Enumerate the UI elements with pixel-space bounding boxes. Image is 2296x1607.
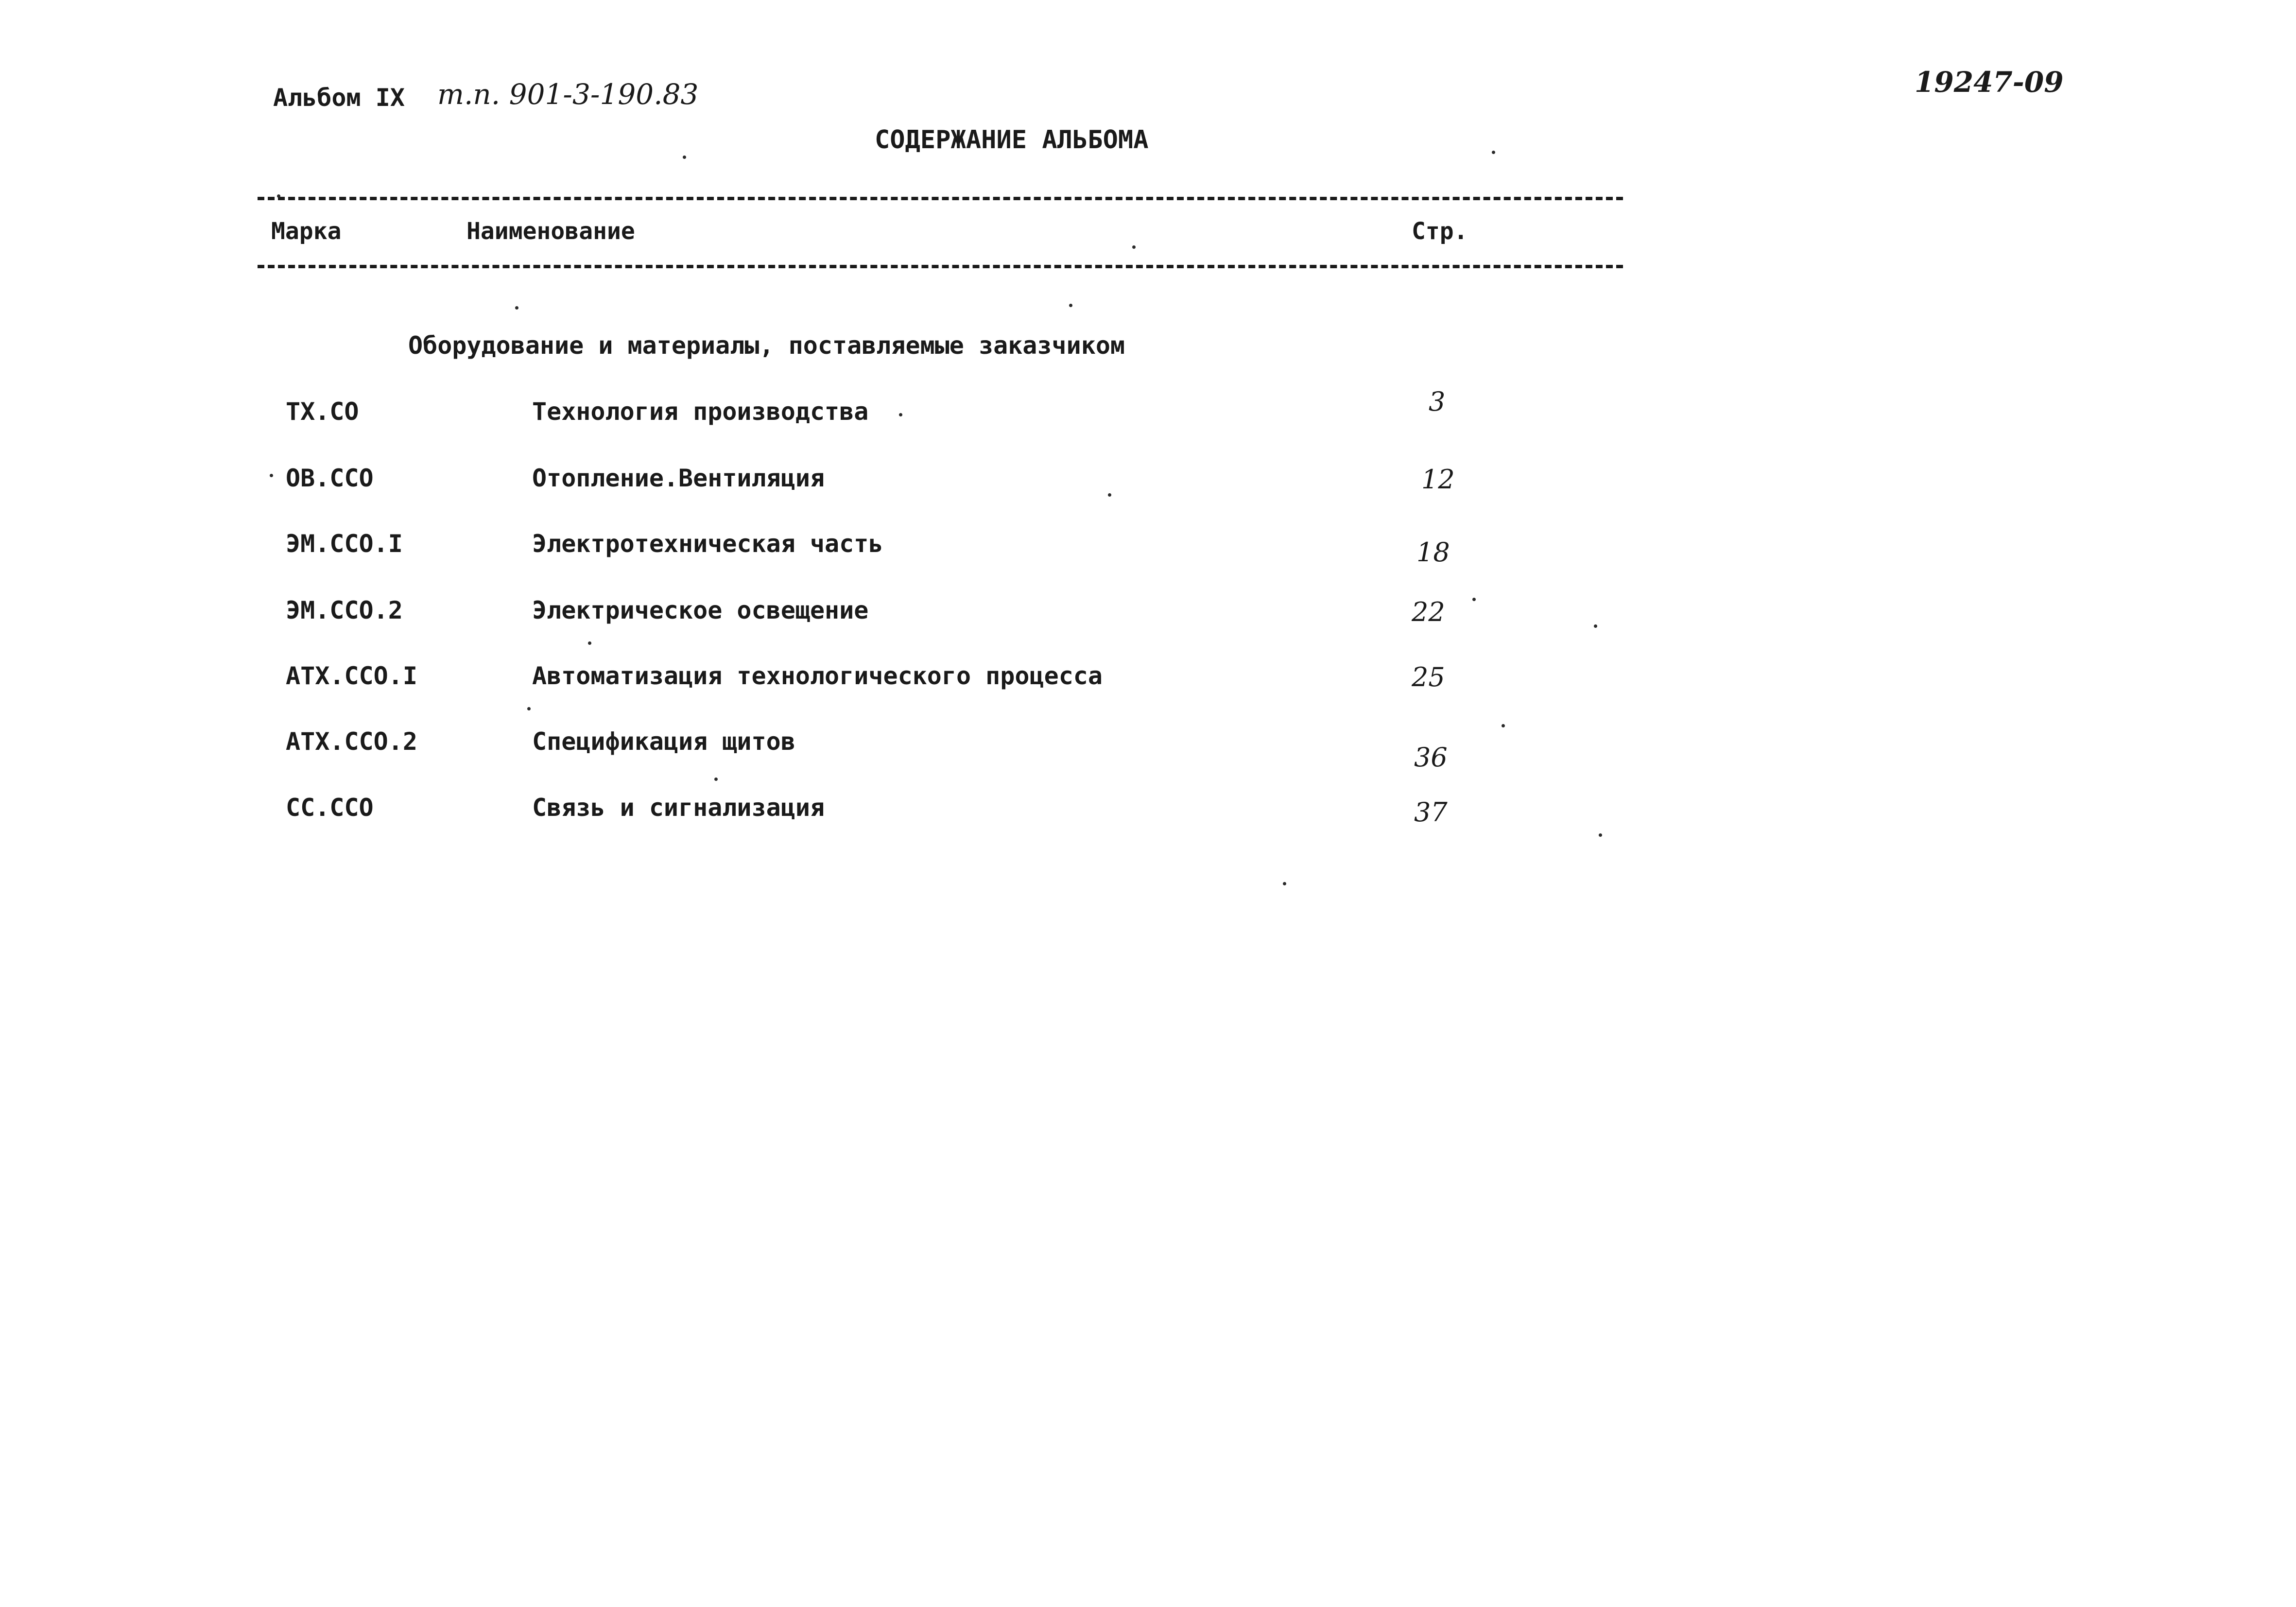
row-mark: АТХ.ССО.I — [286, 662, 417, 690]
document-code: 19247-09 — [1915, 66, 2064, 99]
row-mark: ТХ.СО — [286, 397, 359, 426]
scan-speck — [1594, 624, 1597, 628]
scan-speck — [277, 194, 280, 198]
scan-speck — [899, 413, 902, 416]
scan-speck — [1502, 724, 1505, 727]
row-mark: АТХ.ССО.2 — [286, 727, 417, 756]
row-mark: ОВ.ССО — [286, 464, 374, 492]
row-name: Отопление.Вентиляция — [532, 464, 825, 492]
row-name: Автоматизация технологического процесса — [532, 662, 1103, 690]
scan-speck — [714, 778, 718, 781]
scan-speck — [1069, 304, 1072, 307]
column-header-mark: Марка — [271, 218, 342, 245]
scan-speck — [515, 306, 518, 310]
column-header-page: Стр. — [1412, 218, 1468, 245]
album-project-number: т.п. 901-3-190.83 — [437, 78, 699, 111]
table-top-rule — [258, 197, 1623, 200]
scan-speck — [1108, 493, 1111, 497]
row-page: 18 — [1416, 537, 1450, 568]
row-mark: ЭМ.ССО.I — [286, 530, 403, 558]
column-header-name: Наименование — [466, 218, 635, 245]
row-name: Технология производства — [532, 397, 869, 426]
scan-speck — [683, 156, 686, 159]
scan-speck — [1283, 882, 1286, 885]
scan-speck — [527, 707, 531, 710]
album-label: Альбом IX — [273, 84, 405, 112]
row-page: 22 — [1412, 597, 1445, 627]
page-title: СОДЕРЖАНИЕ АЛЬБОМА — [875, 125, 1149, 155]
row-page: 25 — [1412, 662, 1445, 692]
row-name: Связь и сигнализация — [532, 794, 825, 822]
row-mark: ЭМ.ССО.2 — [286, 596, 403, 624]
row-name: Спецификация щитов — [532, 727, 795, 756]
row-name: Электрическое освещение — [532, 596, 869, 624]
scan-speck — [1492, 151, 1495, 154]
row-name: Электротехническая часть — [532, 530, 883, 558]
row-page: 12 — [1421, 464, 1455, 495]
scan-speck — [1472, 598, 1476, 601]
section-title: Оборудование и материалы, поставляемые заказчиком — [408, 331, 1125, 360]
row-page: 36 — [1414, 742, 1448, 773]
scan-speck — [588, 641, 591, 645]
row-page: 3 — [1429, 386, 1446, 417]
scan-speck — [1599, 833, 1602, 837]
scan-speck — [270, 474, 273, 477]
row-page: 37 — [1414, 797, 1448, 828]
scan-speck — [1132, 245, 1136, 249]
row-mark: СС.ССО — [286, 794, 374, 822]
table-header-bottom-rule — [258, 265, 1623, 268]
